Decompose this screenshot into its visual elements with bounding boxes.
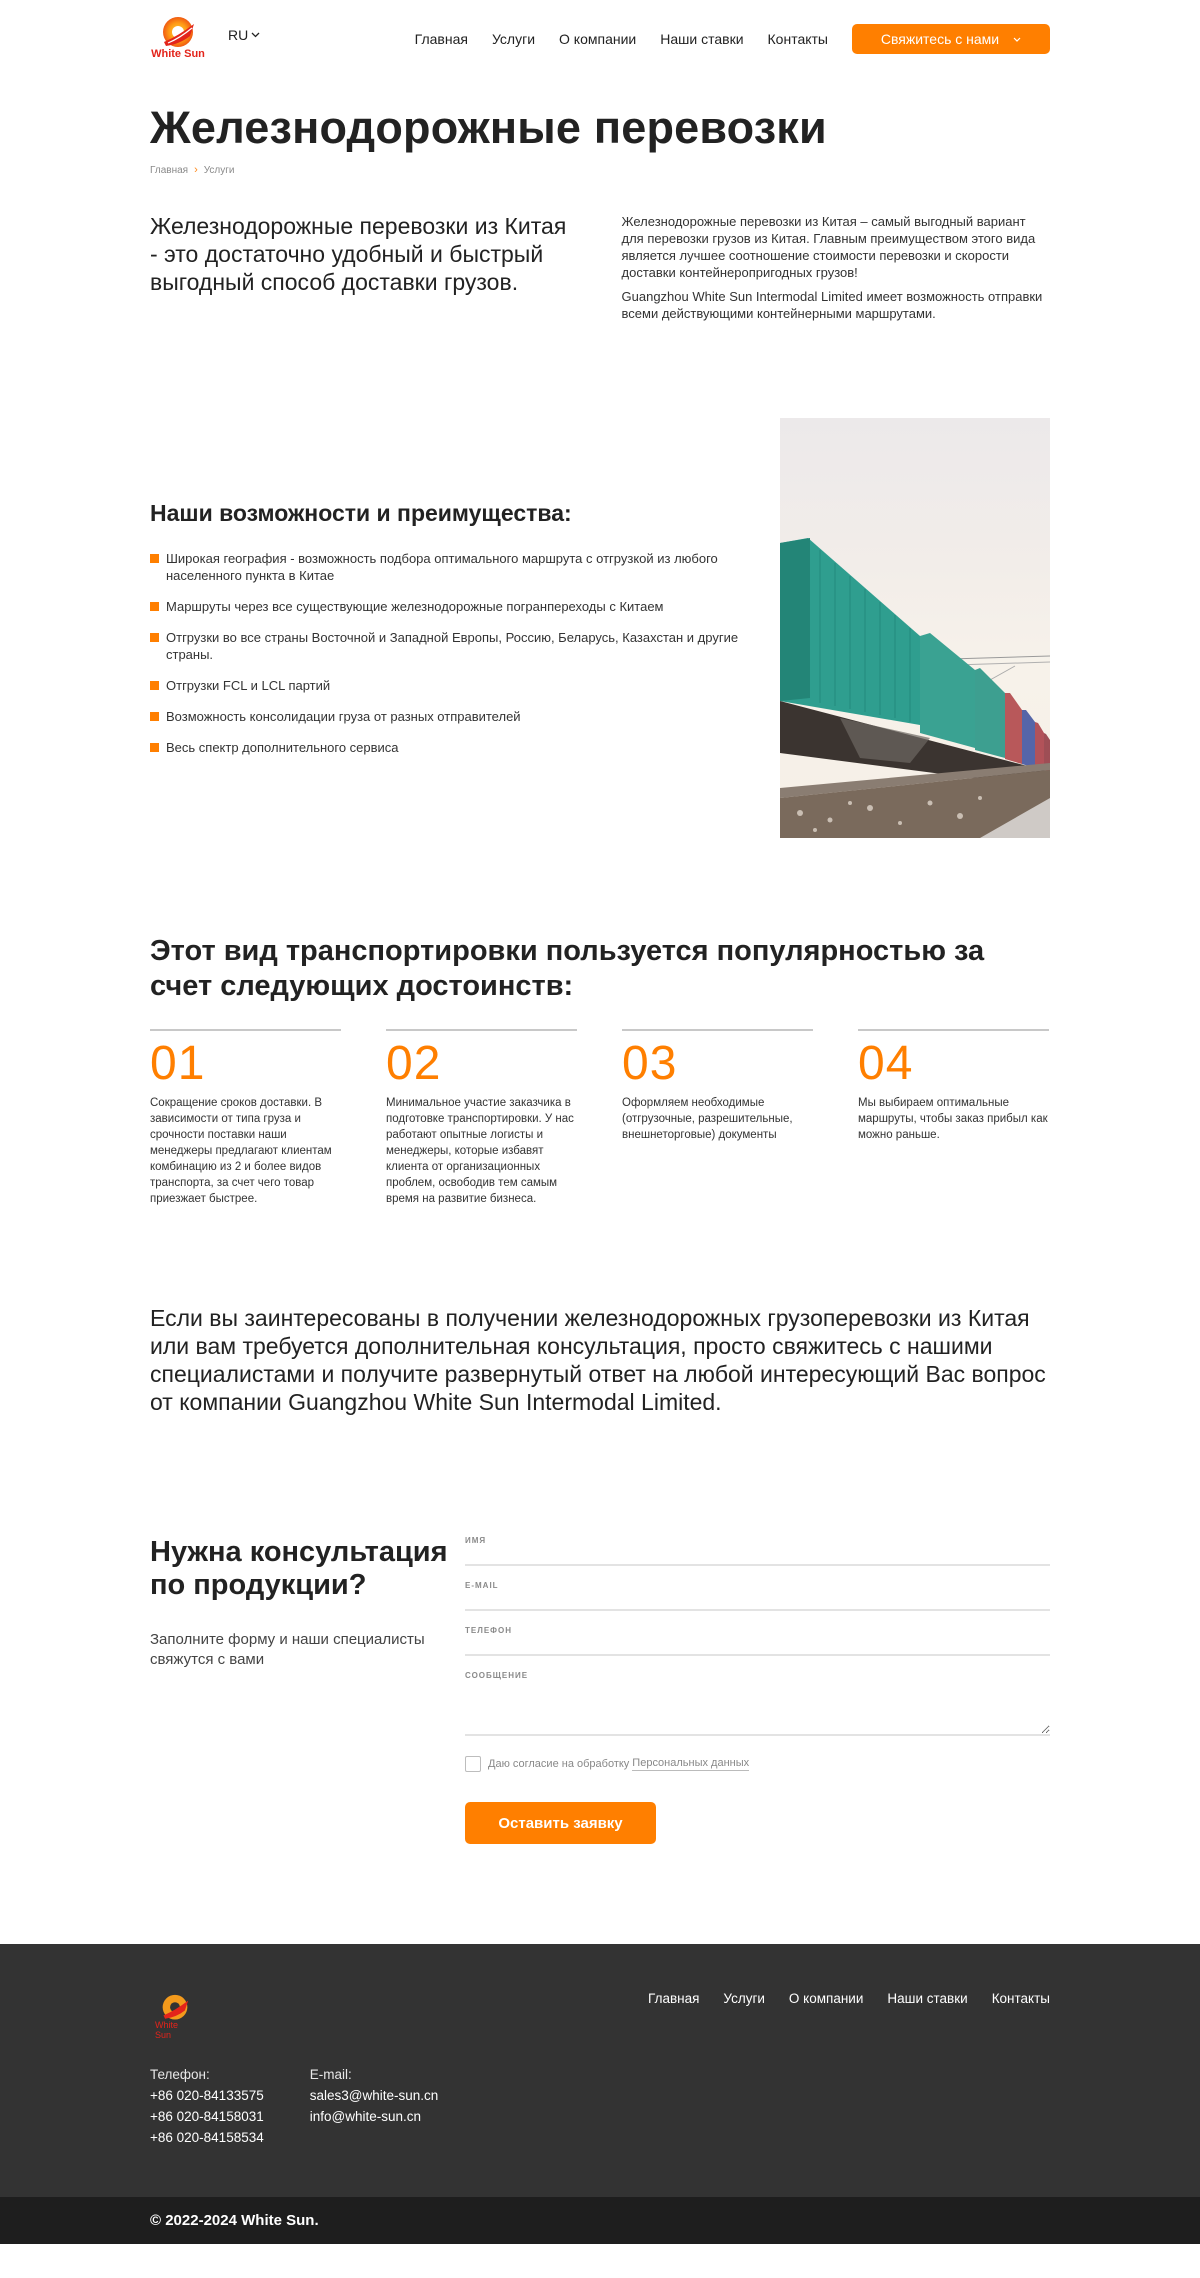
chevron-down-icon xyxy=(1013,37,1021,42)
nav-about[interactable]: О компании xyxy=(559,31,637,47)
email-field-wrapper xyxy=(465,1581,1050,1611)
phone-input[interactable] xyxy=(465,1638,1050,1654)
intro-paragraph: Железнодорожные перевозки из Китая – самый выгодный вариант для перевозки грузов из Китая. Главным преимуществом этого вида является лучшее соотношение стоимости перевозки и скорости доставки контейнеропригодных грузов! xyxy=(621,214,1036,280)
form-title: Нужна консультация по продукции? xyxy=(150,1536,448,1601)
footer-logo-text: White Sun xyxy=(155,2020,179,2040)
footer-nav-services[interactable]: Услуги xyxy=(723,1991,765,2006)
logo-text: White Sun xyxy=(151,48,205,60)
language-label: RU xyxy=(228,27,249,43)
intro-section xyxy=(150,212,1050,322)
nav-rates[interactable]: Наши ставки xyxy=(660,31,744,47)
advantages-title: Наши возможности и преимущества: xyxy=(150,500,572,526)
breadcrumb-current[interactable]: Услуги xyxy=(203,164,235,176)
features-grid xyxy=(150,1029,1050,1207)
feature-text: Минимальное участие заказчика в подготовке транспортировки. У нас работают опытные логисты и менеджеры, которые избавят клиента от организационных проблем, освободив тем самым время на развитие бизнеса. xyxy=(386,1097,574,1205)
page-title: Железнодорожные перевозки xyxy=(150,102,827,153)
features-title: Этот вид транспортировки пользуется популярностью за счет следующих достоинств: xyxy=(150,935,985,1002)
contact-us-label: Свяжитесь с нами xyxy=(880,31,1000,47)
consultation-text: Если вы заинтересованы в получении железнодорожных грузоперевозки из Китая или вам требуется дополнительная консультация, просто свяжитесь с нашими специалистами и получите развернутый ответ на любой интересующий Вас вопрос от компании Guangzhou White Sun Intermodal Limited. xyxy=(150,1305,1046,1415)
name-field-wrapper xyxy=(465,1536,1050,1566)
feature-card xyxy=(150,1029,341,1207)
nav-services[interactable]: Услуги xyxy=(491,31,536,47)
email-address[interactable]: info@white-sun.cn xyxy=(309,2109,422,2124)
sun-logo-icon xyxy=(160,1994,190,2022)
email-input[interactable] xyxy=(465,1593,1050,1609)
footer xyxy=(0,1944,1200,2197)
logo[interactable] xyxy=(150,16,206,66)
feature-card xyxy=(386,1029,577,1207)
train-image xyxy=(780,418,1050,838)
square-bullet-icon xyxy=(150,743,159,752)
list-item-text: Маршруты через все существующие железнодорожные погранпереходы с Китаем xyxy=(166,599,664,614)
feature-card xyxy=(858,1029,1049,1207)
feature-number: 01 xyxy=(150,1037,206,1090)
phone-field-wrapper xyxy=(465,1626,1050,1656)
feature-number: 03 xyxy=(622,1037,678,1090)
list-item-text: Весь спектр дополнительного сервиса xyxy=(166,740,399,755)
nav-contacts[interactable]: Контакты xyxy=(767,31,828,47)
consent-row xyxy=(465,1756,1050,1772)
consent-text: Даю согласие на обработку xyxy=(488,1758,630,1770)
feature-text: Оформляем необходимые (отгрузочные, разрешительные, внешнеторговые) документы xyxy=(622,1097,793,1141)
list-item xyxy=(150,739,750,756)
advantages-list xyxy=(150,550,750,756)
message-input[interactable] xyxy=(465,1683,1050,1734)
intro-lead: Железнодорожные перевозки из Китая - это достаточно удобный и быстрый выгодный способ доставки грузов. xyxy=(150,213,567,295)
footer-nav xyxy=(648,1991,1050,2006)
breadcrumb-home[interactable]: Главная xyxy=(150,164,189,176)
feature-number: 02 xyxy=(386,1037,442,1090)
square-bullet-icon xyxy=(150,633,159,642)
list-item-text: Отгрузки во все страны Восточной и Западной Европы, Россию, Беларусь, Казахстан и другие страны. xyxy=(166,630,739,662)
list-item xyxy=(150,550,750,584)
language-selector[interactable] xyxy=(228,27,260,43)
footer-nav-home[interactable]: Главная xyxy=(648,1991,700,2006)
footer-nav-contacts[interactable]: Контакты xyxy=(991,1991,1050,2006)
square-bullet-icon xyxy=(150,681,159,690)
copyright-bar xyxy=(0,2197,1200,2244)
list-item xyxy=(150,598,750,615)
list-item-text: Возможность консолидации груза от разных отправителей xyxy=(166,709,521,724)
feature-number: 04 xyxy=(858,1037,914,1090)
contact-us-button[interactable] xyxy=(852,24,1050,54)
footer-nav-rates[interactable]: Наши ставки xyxy=(887,1991,968,2006)
list-item xyxy=(150,677,750,694)
list-item xyxy=(150,629,750,663)
list-item xyxy=(150,708,750,725)
square-bullet-icon xyxy=(150,554,159,563)
chevron-right-icon: › xyxy=(194,164,198,176)
list-item-text: Широкая география - возможность подбора оптимального маршрута с отгрузкой из любого населенного пункта в Китае xyxy=(166,551,718,583)
intro-text xyxy=(622,213,1050,322)
phone-number[interactable]: +86 020-84133575 xyxy=(150,2088,264,2103)
intro-paragraph: Guangzhou White Sun Intermodal Limited имеет возможность отправки всеми действующими контейнерными маршрутами. xyxy=(621,289,1043,321)
personal-data-link[interactable]: Персональных данных xyxy=(632,1757,750,1769)
phone-number[interactable]: +86 020-84158534 xyxy=(150,2130,264,2145)
list-item-text: Отгрузки FCL и LCL партий xyxy=(166,678,331,693)
phone-number[interactable]: +86 020-84158031 xyxy=(150,2109,264,2124)
footer-logo[interactable] xyxy=(155,1994,195,2040)
message-label: СООБЩЕНИЕ xyxy=(465,1671,529,1680)
main-nav xyxy=(415,31,828,47)
email-label: E-MAIL xyxy=(465,1581,499,1590)
footer-nav-about[interactable]: О компании xyxy=(788,1991,864,2006)
phone-label: Телефон: xyxy=(150,2067,210,2082)
name-label: ИМЯ xyxy=(465,1536,487,1545)
train-illustration xyxy=(780,418,1050,838)
consultation-form-section xyxy=(150,1536,1050,1944)
email-block xyxy=(310,2064,439,2148)
header xyxy=(150,0,1050,80)
square-bullet-icon xyxy=(150,602,159,611)
email-address[interactable]: sales3@white-sun.cn xyxy=(309,2088,439,2103)
copyright-text: © 2022-2024 White Sun. xyxy=(150,2212,319,2229)
feature-text: Сокращение сроков доставки. В зависимости от типа груза и срочности поставки наши менеджеры предлагают клиентам комбинацию из 2 и более видов транспорта, за счет чего товар приезжает быстрее. xyxy=(150,1097,332,1205)
square-bullet-icon xyxy=(150,712,159,721)
breadcrumb xyxy=(150,164,1050,176)
name-input[interactable] xyxy=(465,1548,1050,1564)
email-label: E-mail: xyxy=(309,2067,352,2082)
feature-text: Мы выбираем оптимальные маршруты, чтобы заказ прибыл как можно раньше. xyxy=(858,1097,1048,1141)
submit-button[interactable]: Оставить заявку xyxy=(465,1802,656,1844)
form-subtitle: Заполните форму и наши специалисты свяжутся с вами xyxy=(150,1631,425,1668)
consent-checkbox[interactable] xyxy=(465,1756,481,1772)
phone-block xyxy=(150,2064,264,2148)
advantages-section xyxy=(150,418,1050,838)
nav-home[interactable]: Главная xyxy=(414,31,468,47)
sun-logo-icon xyxy=(160,16,196,50)
footer-contacts xyxy=(150,2064,438,2148)
feature-card xyxy=(622,1029,813,1207)
message-field-wrapper xyxy=(465,1671,1050,1736)
phone-label: ТЕЛЕФОН xyxy=(465,1626,512,1635)
chevron-down-icon xyxy=(251,32,260,38)
consultation-form xyxy=(465,1536,1050,1844)
